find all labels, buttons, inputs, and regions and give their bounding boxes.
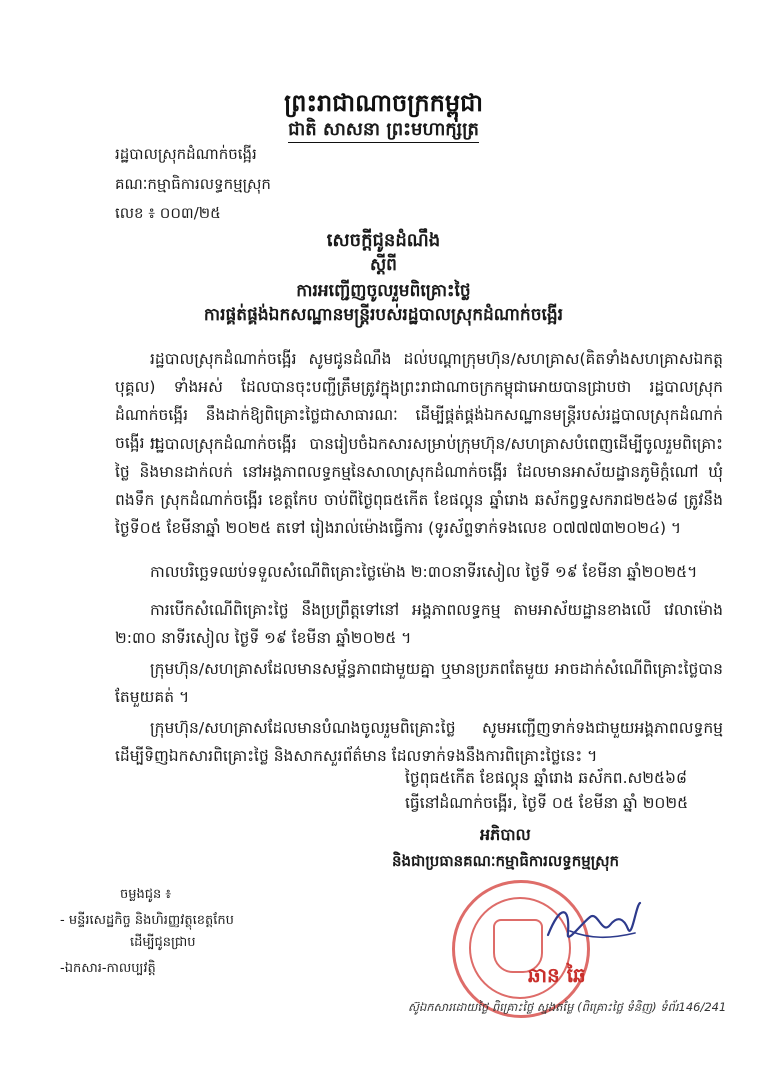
body-paragraph-3: កាលបរិច្ឆេទឈប់ទទួលសំណើពិគ្រោះថ្លៃម៉ោង ២:៣០នាទីរសៀល ថ្ងៃទី ១៩ ខែមីនា ឆ្នាំ២០២៥។ (150, 563, 698, 581)
body-paragraph-1: រដ្ឋបាលស្រុកដំណាក់ចង្អើរ សូមជូនដំណឹង ដល់បណ្តាក្រុមហ៊ុន/សហគ្រាស(គិតទាំងសហគ្រាសឯកត្តបុគ្គល) ទាំងអស់ ដែលបានចុះបញ្ជីត្រឹមត្រូវក្នុងព្រះរាជាណាចក្រកម្ពុជាអោយបានជ្រាបថា រដ្ឋបាលស្រុក ដំណាក់ចង្អើរ នឹងដាក់ឱ្យពិគ្រោះថ្លៃជាសាធារណៈ ដើម្បីផ្គត់ផ្គង់ឯកសណ្ឋានមន្ត្រីរបស់រដ្ឋបាលស្រុកដំណាក់ចង្អើរ ។ (115, 350, 723, 452)
handwritten-signature (540, 895, 650, 955)
date-place: ធ្វើនៅដំណាក់ចង្អើរ, ថ្ងៃទី ០៥ ខែមីនា ឆ្នាំ ២០២៥ (405, 794, 689, 812)
kingdom-heading: ព្រះរាជាណាចក្រកម្ពុជា (284, 88, 483, 117)
cc-label: ចម្លងជូន ៖ (120, 887, 172, 902)
cc-item-1-note: ដើម្បីជូនជ្រាប (130, 935, 196, 950)
body-paragraph-2: រដ្ឋបាលស្រុកដំណាក់ចង្អើរ បានរៀបចំឯកសារសម្រាប់ក្រុមហ៊ុន/សហគ្រាសបំពេញដើម្បីចូលរួមពិគ្រោះថ្លៃ និងមានដាក់លក់ នៅអង្គភាពលទ្ធកម្មនៃសាលាស្រុកដំណាក់ចង្អើរ ដែលមានអាស័យដ្ឋានភូមិក្តំណៅ ឃុំពងទឹក ស្រុកដំណាក់ចង្អើរ ខេត្តកែប ចាប់ពីថ្ងៃពុធ៥កើត ខែផល្គុន ឆ្នាំរោង ឆស័កព្វទ្ធសករាជ២៥៦៨ ត្រូវនឹងថ្ងៃទី០៥ ខែមីនាឆ្នាំ ២០២៥ តទៅ រៀងរាល់ម៉ោងធ្វើការ (ទូរស័ព្ទទាក់ទងលេខ ០៧៧៧៣២០២៤) ។ (115, 435, 723, 537)
motto-heading (0, 117, 767, 144)
signatory-role: និងជាប្រធានគណៈកម្មាធិការលទ្ធកម្មស្រុក (392, 852, 620, 870)
body-paragraph-4: ការបើកសំណើពិគ្រោះថ្លៃ នឹងប្រព្រឹត្តទៅនៅ អង្គភាពលទ្ធកម្ម តាមអាស័យដ្ឋានខាងលើ វេលាម៉ោង ២:៣០ នាទីរសៀល ថ្ងៃទី ១៩ ខែមីនា ឆ្នាំ២០២៥ ។ (115, 601, 723, 647)
title-notice: សេចក្តីជូនដំណឹង (326, 230, 441, 251)
handwritten-footnote: ស៊ូឯកសារដោយថ្ងៃ ពិគ្រោះថ្លៃ ស្នងតម្លៃ (ពិគ្រោះថ្លៃ ទំនិញ) ទំព័រ146/241 (408, 1000, 727, 1014)
cc-item-2: -ឯកសារ-កាលប្បវត្តិ (60, 961, 156, 976)
reference-number: លេខ ៖ ០០៣/២៥ (115, 204, 221, 222)
title-invitation: ការអញ្ជើញចូលរួមពិគ្រោះថ្លៃ (296, 281, 471, 301)
title-subject: ការផ្គត់ផ្គង់ឯកសណ្ឋានមន្ត្រីរបស់រដ្ឋបាលស្រុកដំណាក់ចង្អើរ (203, 305, 564, 325)
body-paragraph-5: ក្រុមហ៊ុន/សហគ្រាសដែលមានសម្ព័ន្ធភាពជាមួយគ្នា ឬមានប្រភពតែមួយ អាចដាក់សំណើពិគ្រោះថ្លៃបានតែមួយគត់ ។ (115, 660, 723, 706)
motto-text: ជាតិ សាសនា ព្រះមហាក្សត្រ (288, 119, 479, 143)
signatory-title: អភិបាល (480, 825, 531, 844)
date-lunar: ថ្ងៃពុធ៥កើត ខែផល្គុន ឆ្នាំរោង ឆស័កព.ស២៥៦៨ (405, 769, 687, 787)
cc-item-1: - មន្ទីរសេដ្ឋកិច្ច និងហិរញ្ញវត្ថុខេត្តកែប (60, 913, 234, 928)
sender-line-2: គណៈកម្មាធិការលទ្ធកម្មស្រុក (115, 175, 271, 193)
sender-line-1: រដ្ឋបាលស្រុកដំណាក់ចង្អើរ (115, 145, 257, 163)
body-paragraph-6: ក្រុមហ៊ុន/សហគ្រាសដែលមានបំណងចូលរួមពិគ្រោះថ្លៃ សូមអញ្ជើញទាក់ទងជាមួយអង្គភាពលទ្ធកម្ម ដើម្បីទិញឯកសារពិគ្រោះថ្លៃ និងសាកសួរព័ត៌មាន ដែលទាក់ទងនឹងការពិគ្រោះថ្លៃនេះ ។ (115, 719, 723, 765)
signatory-name: ឆាន ឆៃ (528, 963, 586, 987)
title-regarding: ស្តីពី (370, 255, 397, 275)
